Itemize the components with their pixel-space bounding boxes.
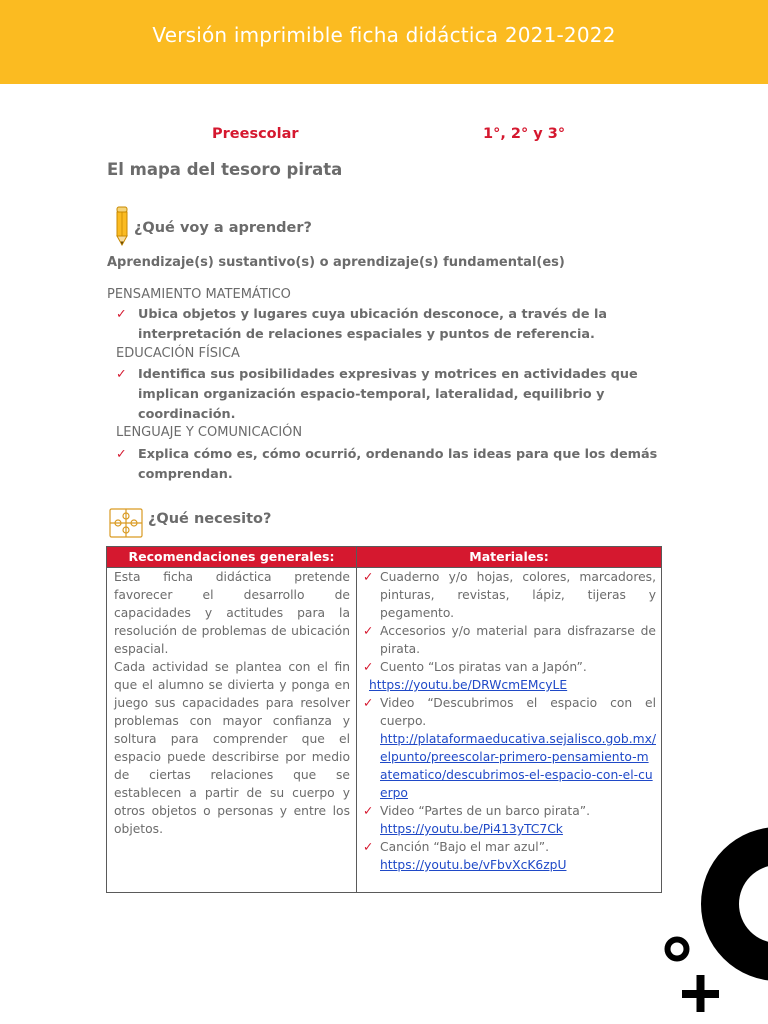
learn-subtitle: Aprendizaje(s) sustantivo(s) o aprendizaje(s) fundamental(es) — [107, 255, 565, 270]
check-icon: ✓ — [116, 307, 127, 322]
material-text: Cuento “Los piratas van a Japón”. — [380, 660, 587, 674]
banner-title: Versión imprimible ficha didáctica 2021-2022 — [152, 23, 616, 47]
column-header-materials: Materiales: — [469, 549, 549, 564]
material-text: Canción “Bajo el mar azul”. — [380, 840, 549, 854]
material-link[interactable]: https://youtu.be/vFbvXcK6zpU — [380, 858, 567, 872]
check-icon: ✓ — [363, 624, 374, 638]
check-icon: ✓ — [116, 367, 127, 382]
material-link[interactable]: https://youtu.be/DRWcmEMcyLE — [369, 678, 568, 692]
area-name: PENSAMIENTO MATEMÁTICO — [107, 287, 291, 302]
area-name: LENGUAJE Y COMUNICACIÓN — [116, 425, 303, 440]
material-text: Accesorios y/o material para disfrazarse de pirata. — [380, 624, 656, 656]
learn-heading-text: ¿Qué voy a aprender? — [134, 220, 312, 236]
material-link[interactable]: http://plataformaeducativa.sejalisco.gob.mx/elpunto/preescolar-primero-pensamiento-matematico/descubrimos-el-espacio-con-el-cuerpo — [380, 732, 656, 800]
need-heading-text: ¿Qué necesito? — [148, 511, 272, 527]
recommendation-paragraph: Cada actividad se plantea con el fin que el alumno se divierta y ponga en juego sus capacidades para resolver problemas con mayor confianza y soltura para comprender que el espacio puede describirse por medio de ciertas relaciones que se establecen a partir de su cuerpo y otros objetos o personas y entre los objetos. — [114, 660, 350, 836]
grades-label: 1°, 2° y 3° — [483, 126, 566, 142]
material-text: Video “Partes de un barco pirata”. — [380, 804, 591, 818]
check-icon: ✓ — [363, 804, 374, 818]
recommendation-paragraph: Esta ficha didáctica pretende favorecer el desarrollo de capacidades y actitudes para la resolución de problemas de ubicación espacial. — [114, 570, 350, 656]
learning-item-text: Ubica objetos y lugares cuya ubicación desconoce, a través de la interpretación de relaciones espaciales y puntos de referencia. — [138, 307, 607, 342]
check-icon: ✓ — [363, 840, 374, 854]
check-icon: ✓ — [363, 696, 374, 710]
check-icon: ✓ — [116, 447, 127, 462]
material-text: Cuaderno y/o hojas, colores, marcadores, pinturas, revistas, lápiz, tijeras y pegamento. — [380, 570, 656, 620]
check-icon: ✓ — [363, 660, 374, 674]
level-label: Preescolar — [212, 126, 299, 142]
material-text: Video “Descubrimos el espacio con el cuerpo. — [380, 696, 656, 728]
material-link[interactable]: https://youtu.be/Pi413yTC7Ck — [380, 822, 563, 836]
column-header-recommendations: Recomendaciones generales: — [128, 549, 335, 564]
check-icon: ✓ — [363, 570, 374, 584]
learning-item-text: Identifica sus posibilidades expresivas y motrices en actividades que implican organización espacio-temporal, lateralidad, equilibrio y coordinación. — [138, 367, 638, 422]
learning-item-text: Explica cómo es, cómo ocurrió, ordenando las ideas para que los demás comprendan. — [138, 447, 658, 482]
area-name: EDUCACIÓN FÍSICA — [116, 346, 240, 361]
page-title: El mapa del tesoro pirata — [107, 160, 343, 179]
